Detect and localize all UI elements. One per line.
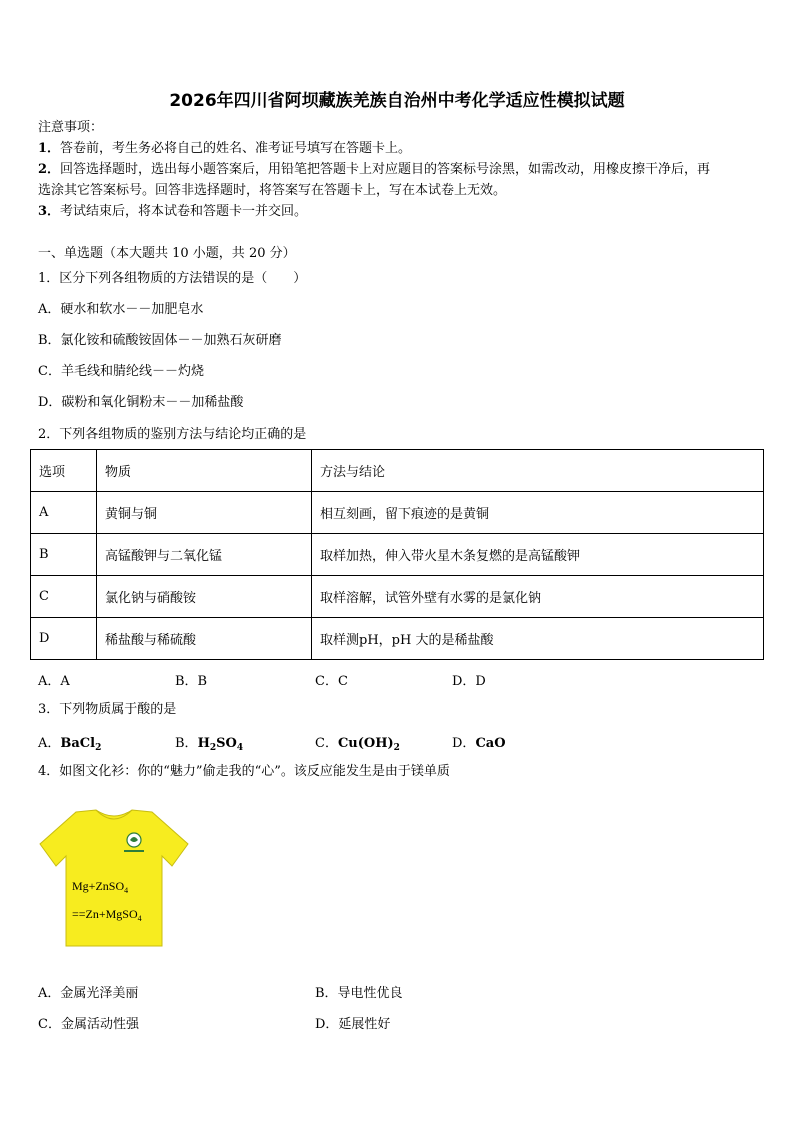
q4-option-d: D．延展性好 [315,1017,391,1032]
note-num: 3． [38,204,61,219]
formula: Cu(OH) [337,736,394,751]
q1-option-a: A．硬水和软水－－加肥皂水 [38,302,204,317]
formula: H [197,736,210,751]
table-cell: B [31,534,97,576]
option-label: D． [452,736,476,751]
formula-subscript: 2 [393,743,400,753]
formula: CaO [475,736,506,751]
equation-text: Mg+ZnSO [72,879,125,893]
logo-text-icon [124,850,144,852]
q4-option-c: C．金属活动性强 [38,1017,139,1032]
note-num: 2． [38,162,61,177]
table-row [31,492,764,534]
equation-subscript: 4 [124,886,129,895]
header-cell: 选项 [31,450,97,492]
page-title: 2026年四川省阿坝藏族羌族自治州中考化学适应性模拟试题 [169,91,625,111]
option-label: B． [175,736,198,751]
q1-stem: 1．区分下列各组物质的方法错误的是（ ） [38,271,307,286]
q2-option-b: B．B [175,674,208,689]
table-row [31,576,764,618]
option-label: C． [315,736,338,751]
formula-subscript: 2 [209,743,217,753]
note-item-1 [38,140,411,158]
table-cell: D [31,618,97,660]
note-text: 考试结束后，将本试卷和答题卡一并交回。 [60,204,308,219]
formula-subscript: 2 [95,743,102,753]
table-row [31,534,764,576]
table-cell: 相互刻画，留下痕迹的是黄铜 [312,492,764,534]
note-item-2-cont [38,182,506,200]
q1-option-b: B．氯化铵和硫酸铵固体－－加熟石灰研磨 [38,333,282,348]
q1-option-d: D．碳粉和氧化铜粉末－－加稀盐酸 [38,395,244,410]
shirt-equation-line1 [72,879,128,895]
q3-stem: 3．下列物质属于酸的是 [38,702,177,717]
q3-option-d [452,732,506,751]
q3-option-a [38,732,101,753]
q2-option-c: C．C [315,674,348,689]
q4-option-b: B．导电性优良 [315,986,403,1001]
q2-option-a: A．A [38,674,70,689]
formula: BaCl [60,736,96,751]
table-header-row [31,450,764,492]
t-shirt-figure [38,808,190,948]
equation-subscript: 4 [137,914,142,923]
table-cell: 取样测pH，pH 大的是稀盐酸 [312,618,764,660]
table-cell: 取样加热，伸入带火星木条复燃的是高锰酸钾 [312,534,764,576]
note-num: 1． [38,141,61,156]
table-cell: C [31,576,97,618]
q2-option-d: D．D [452,674,486,689]
table-cell: 取样溶解，试管外壁有水雾的是氯化钠 [312,576,764,618]
notes-heading: 注意事项： [38,120,104,135]
shirt-equation-line2 [72,907,142,923]
header-cell: 方法与结论 [312,450,764,492]
table-cell: 黄铜与铜 [97,492,312,534]
t-shirt-body [40,810,188,946]
q3-option-c [315,732,400,753]
table-cell: 稀盐酸与稀硫酸 [97,618,312,660]
equation-text: ==Zn+MgSO [72,907,138,921]
table-cell: A [31,492,97,534]
formula: SO [216,736,237,751]
note-text: 选涂其它答案标号。回答非选择题时，将答案写在答题卡上，写在本试卷上无效。 [38,183,507,198]
table-row [31,618,764,660]
note-item-2 [38,161,710,179]
option-label: A． [38,736,61,751]
note-item-3 [38,203,307,221]
table-cell: 高锰酸钾与二氧化锰 [97,534,312,576]
q4-stem: 4．如图文化衫：你的“魅力”偷走我的“心”。该反应能发生是由于镁单质 [38,764,450,779]
q2-table [30,449,764,660]
q1-option-c: C．羊毛线和腈纶线－－灼烧 [38,364,204,379]
table-cell: 氯化钠与硝酸铵 [97,576,312,618]
note-text: 答卷前，考生务必将自己的姓名、准考证号填写在答题卡上。 [60,141,412,156]
section-heading: 一、单选题（本大题共 10 小题，共 20 分） [38,246,296,261]
q2-stem: 2．下列各组物质的鉴别方法与结论均正确的是 [38,427,307,442]
header-cell: 物质 [97,450,312,492]
q3-option-b [175,732,243,753]
note-text: 回答选择题时，选出每小题答案后，用铅笔把答题卡上对应题目的答案标号涂黑，如需改动，用橡皮擦干净后，再 [60,162,711,177]
formula-subscript: 4 [236,743,244,753]
q4-option-a: A．金属光泽美丽 [38,986,139,1001]
